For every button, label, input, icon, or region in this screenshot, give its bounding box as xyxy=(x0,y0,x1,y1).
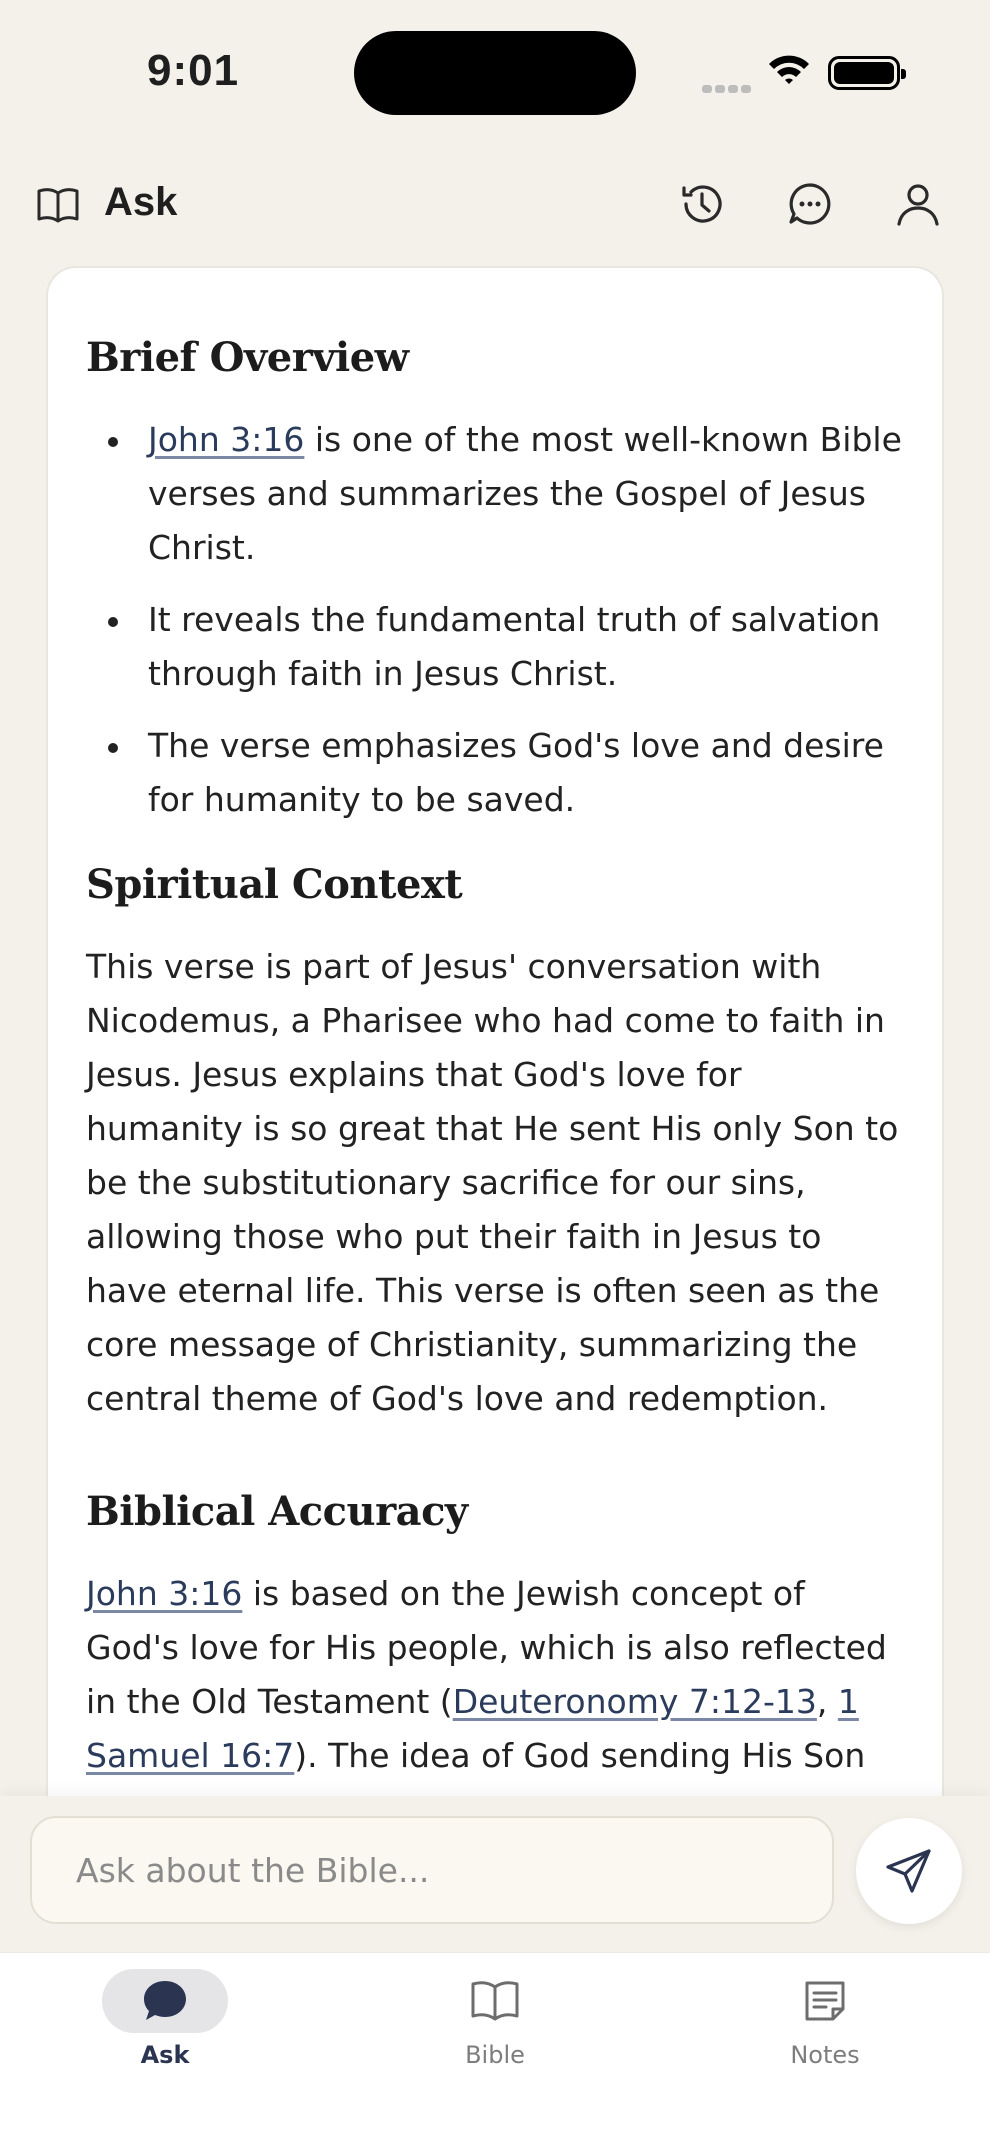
answer-card xyxy=(46,266,944,1796)
verse-link[interactable]: 1 Samuel 16:7 xyxy=(86,1682,859,1775)
accuracy-paragraph: John 3:16 is based on the Jewish concept of God's love for His people, which is also reflected in the Old Testament (Deuteronomy 7:12-13, 1 Samuel 16:7). The idea of God sending His Son xyxy=(86,1574,887,1775)
send-icon xyxy=(884,1846,934,1896)
status-time: 9:01 xyxy=(147,46,240,95)
bottom-nav xyxy=(0,1952,990,2152)
composer xyxy=(0,1796,990,1952)
chat-bubble-icon xyxy=(786,180,834,228)
context-paragraph: This verse is part of Jesus' conversation with Nicodemus, a Pharisee who had come to faith in Jesus. Jesus explains that God's love for humanity is so great that He sent His only Son to be the substitutionary sacrifice for our sins, allowing those who put their faith in Jesus to have eternal life. This verse is often seen as the core message of Christianity, summarizing the central theme of God's love and redemption. xyxy=(86,947,899,1418)
list-item: It reveals the fundamental truth of salvation through faith in Jesus Christ. xyxy=(86,593,904,701)
nav-label: Notes xyxy=(790,2041,860,2069)
ask-input[interactable] xyxy=(30,1816,834,1924)
history-icon xyxy=(678,180,726,228)
section-heading-context: Spiritual Context xyxy=(86,861,463,908)
dynamic-island xyxy=(354,31,636,115)
page-title: Ask xyxy=(104,180,178,224)
history-button[interactable] xyxy=(674,176,730,232)
book-icon xyxy=(36,186,80,224)
verse-link[interactable]: John 3:16 xyxy=(86,1574,243,1613)
overview-list xyxy=(86,413,904,827)
battery-icon xyxy=(828,56,900,90)
status-bar xyxy=(0,0,990,150)
profile-button[interactable] xyxy=(890,176,946,232)
chat-button[interactable] xyxy=(782,176,838,232)
verse-link[interactable]: John 3:16 xyxy=(148,420,305,459)
nav-pill xyxy=(432,1969,558,2033)
cellular-signal-icon xyxy=(702,78,754,97)
user-icon xyxy=(894,180,942,228)
verse-link[interactable]: Deuteronomy 7:12-13 xyxy=(452,1682,817,1721)
nav-tab-bible[interactable] xyxy=(395,1969,595,2069)
nav-pill xyxy=(102,1969,228,2033)
chat-bubble-icon xyxy=(142,1979,188,2023)
list-item: John 3:16 is one of the most well-known Bible verses and summarizes the Gospel of Jesus Christ. xyxy=(86,413,904,575)
nav-label: Bible xyxy=(465,2041,525,2069)
nav-tab-notes[interactable] xyxy=(725,1969,925,2069)
book-icon xyxy=(470,1979,520,2023)
section-heading-accuracy: Biblical Accuracy xyxy=(86,1488,468,1535)
nav-pill xyxy=(762,1969,888,2033)
nav-label: Ask xyxy=(140,2041,190,2069)
nav-tab-ask[interactable] xyxy=(65,1969,265,2069)
send-button[interactable] xyxy=(856,1818,962,1924)
notes-icon xyxy=(803,1979,847,2023)
wifi-icon xyxy=(766,52,812,86)
section-heading-overview: Brief Overview xyxy=(86,334,409,381)
list-item: The verse emphasizes God's love and desire for humanity to be saved. xyxy=(86,719,904,827)
app-header xyxy=(0,170,990,240)
